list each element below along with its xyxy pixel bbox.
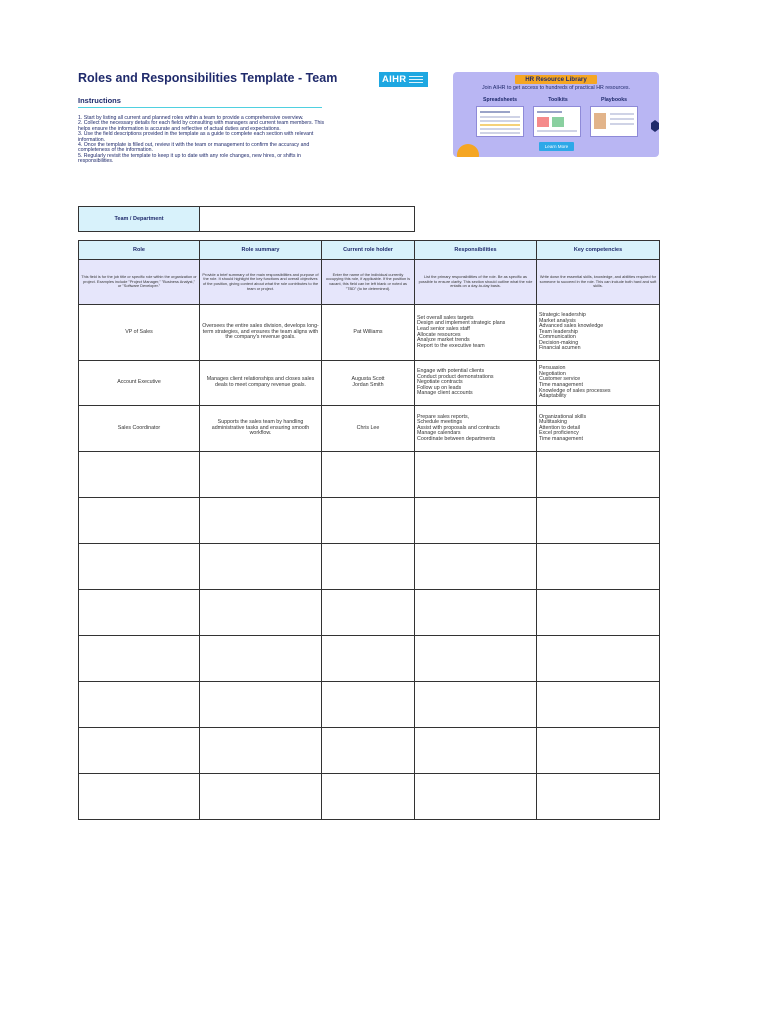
- description-role-summary: Provide a brief summary of the main responsibilities and purpose of the role. It should highlight the key functions and overall objectives of the position, giving context about what the role contributes to the team or project.: [200, 260, 322, 305]
- responsibility-item: Assist with proposals and contracts: [417, 424, 500, 431]
- competency-item: Excel proficiency: [539, 430, 579, 437]
- responsibility-item: Manage calendars: [417, 430, 461, 437]
- competency-item: Organizational skills: [539, 413, 587, 420]
- empty-cell[interactable]: [415, 452, 537, 498]
- competency-item: Multitasking: [539, 419, 567, 426]
- description-responsibilities: List the primary responsibilities of the role. Be as specific as possible to ensure clarity. This section should outline what the role entails on a day-to-day basis.: [415, 260, 537, 305]
- empty-cell[interactable]: [415, 682, 537, 728]
- roles-table: [78, 240, 660, 820]
- banner-subtitle: Join AIHR to get access to hundreds of practical HR resources.: [481, 85, 631, 91]
- instructions-heading: Instructions: [78, 96, 121, 105]
- role-cell[interactable]: Account Executive: [79, 361, 200, 406]
- empty-cell[interactable]: [79, 682, 200, 728]
- empty-cell[interactable]: [200, 636, 322, 682]
- responsibility-item: Schedule meetings: [417, 419, 463, 426]
- description-role: This field is for the job title or specific role within the organization or project. Examples include "Project Manager," "Business Analyst," or "Software Developer.": [79, 260, 200, 305]
- empty-cell[interactable]: [322, 590, 415, 636]
- empty-cell[interactable]: [200, 590, 322, 636]
- responsibilities-cell[interactable]: [415, 361, 537, 406]
- competency-item: Time management: [539, 382, 583, 388]
- page-title: Roles and Responsibilities Template - Team: [78, 71, 338, 85]
- role-holder-name: Augusta Scott: [351, 376, 385, 383]
- empty-cell[interactable]: [200, 452, 322, 498]
- table-row: [79, 406, 660, 452]
- table-header-row: [79, 241, 660, 260]
- empty-cell[interactable]: [537, 498, 660, 544]
- header-current-role-holder: Current role holder: [322, 241, 415, 260]
- header-responsibilities: Responsibilities: [415, 241, 537, 260]
- role-summary-cell[interactable]: Manages client relationships and closes sales deals to meet company revenue goals.: [200, 361, 322, 406]
- responsibility-item: Design and implement strategic plans: [417, 320, 506, 327]
- responsibility-item: Negotiate contracts: [417, 379, 463, 386]
- empty-cell[interactable]: [79, 774, 200, 820]
- responsibilities-cell[interactable]: [415, 305, 537, 361]
- table-row: [79, 361, 660, 406]
- role-cell[interactable]: Sales Coordinator: [79, 406, 200, 452]
- responsibility-item: Engage with potential clients: [417, 368, 485, 375]
- empty-cell[interactable]: [79, 728, 200, 774]
- responsibility-item: Coordinate between departments: [417, 435, 496, 442]
- empty-cell[interactable]: [415, 590, 537, 636]
- empty-cell[interactable]: [200, 774, 322, 820]
- logo-tagline-lines: [409, 75, 423, 83]
- role-holder-name: Jordan Smith: [352, 382, 384, 388]
- empty-table-row: [79, 682, 660, 728]
- empty-cell[interactable]: [537, 452, 660, 498]
- empty-cell[interactable]: [537, 774, 660, 820]
- role-holder-name: Pat Williams: [353, 328, 383, 335]
- empty-table-row: [79, 636, 660, 682]
- competency-item: Knowledge of sales processes: [539, 387, 611, 394]
- empty-cell[interactable]: [537, 636, 660, 682]
- role-cell[interactable]: VP of Sales: [79, 305, 200, 361]
- empty-table-row: [79, 498, 660, 544]
- empty-cell[interactable]: [322, 636, 415, 682]
- playbook-thumbnail: [590, 106, 638, 137]
- empty-cell[interactable]: [415, 498, 537, 544]
- empty-table-row: [79, 590, 660, 636]
- competency-item: Team leadership: [539, 328, 578, 335]
- empty-cell[interactable]: [200, 544, 322, 590]
- responsibility-item: Set overall sales targets: [417, 314, 474, 321]
- competency-item: Negotiation: [539, 370, 566, 377]
- field-description-row: [79, 260, 660, 305]
- empty-cell[interactable]: [322, 728, 415, 774]
- hr-resource-library-banner[interactable]: [453, 72, 659, 157]
- empty-table-row: [79, 452, 660, 498]
- empty-cell[interactable]: [322, 452, 415, 498]
- instruction-step: 1. Start by listing all current and planned roles within a team to provide a comprehensive overview.: [78, 115, 304, 121]
- empty-cell[interactable]: [537, 544, 660, 590]
- competency-item: Advanced sales knowledge: [539, 323, 604, 330]
- banner-title: HR Resource Library: [515, 75, 597, 84]
- header-key-competencies: Key competencies: [537, 241, 660, 260]
- competency-item: Decision-making: [539, 339, 579, 346]
- header-role-summary: Role summary: [200, 241, 322, 260]
- empty-cell[interactable]: [415, 774, 537, 820]
- empty-cell[interactable]: [537, 728, 660, 774]
- logo-text: AIHR: [382, 74, 407, 85]
- competency-item: Adaptability: [539, 393, 567, 400]
- empty-cell[interactable]: [79, 590, 200, 636]
- instruction-step: 3. Use the field descriptions provided in the template as a guide to complete each section with relevant information.: [78, 131, 314, 143]
- aihr-logo[interactable]: [379, 72, 428, 87]
- empty-cell[interactable]: [200, 682, 322, 728]
- empty-cell[interactable]: [200, 728, 322, 774]
- team-department-label: Team / Department: [79, 207, 200, 232]
- banner-category-spreadsheets: Spreadsheets: [482, 97, 518, 103]
- empty-table-row: [79, 728, 660, 774]
- header-role: Role: [79, 241, 200, 260]
- responsibilities-cell[interactable]: [415, 406, 537, 452]
- competency-item: Financial acumen: [539, 345, 581, 352]
- decorative-blob: [457, 144, 479, 157]
- competency-item: Persuasion: [539, 365, 566, 372]
- empty-cell[interactable]: [322, 774, 415, 820]
- role-summary-cell[interactable]: Supports the sales team by handling administrative tasks and ensuring smooth workflow.: [200, 406, 322, 452]
- empty-cell[interactable]: [79, 636, 200, 682]
- team-department-table: [78, 206, 415, 232]
- empty-cell[interactable]: [322, 498, 415, 544]
- responsibility-item: Allocate resources: [417, 331, 461, 338]
- responsibility-item: Manage client accounts: [417, 390, 473, 397]
- banner-category-playbooks: Playbooks: [601, 97, 627, 103]
- empty-cell[interactable]: [415, 728, 537, 774]
- description-key-competencies: Write down the essential skills, knowledge, and abilities required for someone to succeed in the role. This can include both hard and soft skills.: [537, 260, 660, 305]
- empty-cell[interactable]: [79, 544, 200, 590]
- role-holder-cell[interactable]: [322, 305, 415, 361]
- empty-cell[interactable]: [537, 590, 660, 636]
- instructions-list: [78, 116, 328, 165]
- responsibility-item: Conduct product demonstrations: [417, 373, 494, 380]
- description-current-role-holder: Enter the name of the individual currently occupying this role, if applicable. If the position is vacant, this field can be left blank or noted as "TBD" (to be determined).: [322, 260, 415, 305]
- empty-cell[interactable]: [322, 544, 415, 590]
- spreadsheet-thumbnail: [476, 106, 524, 137]
- instructions-divider: [78, 107, 322, 108]
- empty-table-row: [79, 774, 660, 820]
- learn-more-button[interactable]: Learn More: [539, 142, 574, 151]
- competency-item: Attention to detail: [539, 424, 580, 431]
- banner-category-toolkits: Toolkits: [548, 97, 568, 103]
- decorative-hexagon: [651, 120, 659, 132]
- empty-cell[interactable]: [322, 682, 415, 728]
- competencies-cell[interactable]: [537, 361, 660, 406]
- team-department-input[interactable]: [200, 207, 415, 232]
- role-holder-name: Chris Lee: [356, 424, 380, 431]
- role-summary-cell[interactable]: Oversees the entire sales division, develops long-term strategies, and ensures the team aligns with the company's revenue goals.: [200, 305, 322, 361]
- competencies-cell[interactable]: [537, 406, 660, 452]
- empty-cell[interactable]: [79, 498, 200, 544]
- responsibility-item: Prepare sales reports,: [417, 413, 470, 420]
- competencies-cell[interactable]: [537, 305, 660, 361]
- role-holder-cell[interactable]: [322, 406, 415, 452]
- responsibility-item: Report to the executive team: [417, 342, 485, 349]
- empty-table-row: [79, 544, 660, 590]
- responsibility-item: Lead senior sales staff: [417, 325, 470, 332]
- responsibility-item: Analyze market trends: [417, 337, 470, 344]
- empty-cell[interactable]: [79, 452, 200, 498]
- empty-cell[interactable]: [200, 498, 322, 544]
- instruction-step: 5. Regularly revisit the template to keep it up to date with any role changes, new hires, or shifts in responsibilities.: [78, 152, 301, 165]
- role-holder-cell[interactable]: [322, 361, 415, 406]
- empty-cell[interactable]: [415, 636, 537, 682]
- empty-cell[interactable]: [415, 544, 537, 590]
- toolkit-thumbnail: [533, 106, 581, 137]
- competency-item: Strategic leadership: [539, 311, 586, 318]
- instruction-step: 4. Once the template is filled out, review it with the team or management to confirm the accuracy and completeness of the information.: [78, 142, 310, 154]
- competency-item: Market analysis: [539, 317, 576, 324]
- responsibility-item: Follow up on leads: [417, 384, 462, 391]
- instruction-step: 2. Collect the necessary details for each field by consulting with managers and current team members. This helps ensure the information is accurate and reflective of actual duties and expectations.: [78, 120, 325, 132]
- competency-item: Communication: [539, 334, 576, 341]
- competency-item: Time management: [539, 435, 583, 442]
- competency-item: Customer service: [539, 376, 581, 383]
- empty-cell[interactable]: [537, 682, 660, 728]
- table-row: [79, 305, 660, 361]
